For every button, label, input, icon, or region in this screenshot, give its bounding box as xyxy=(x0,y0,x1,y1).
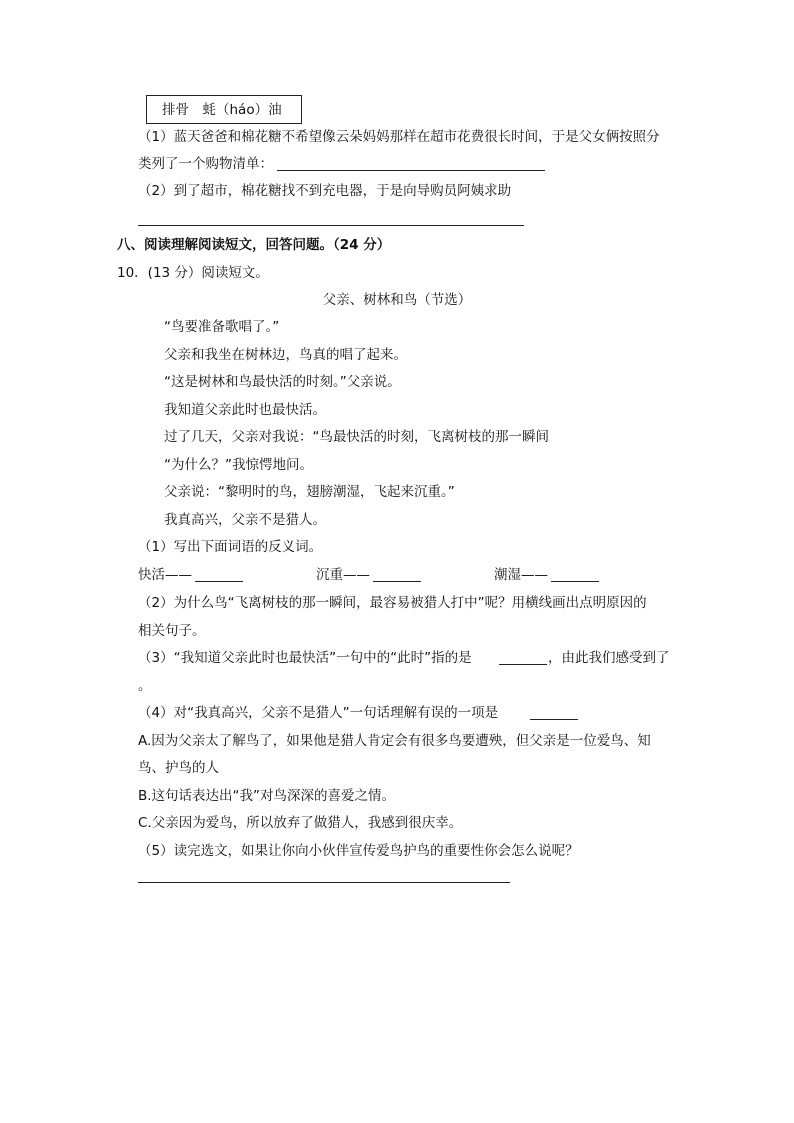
sub-question-3-line2: 。 xyxy=(138,678,152,694)
antonym-chaoshi: 潮湿—— xyxy=(494,567,548,583)
antonym-chenzhong: 沉重—— xyxy=(316,567,370,583)
sub-question-5: （5）读完选文，如果让你向小伙伴宣传爱鸟护鸟的重要性你会怎么说呢？ xyxy=(138,843,579,859)
q1-text-line2: 类列了一个购物清单： xyxy=(138,156,273,172)
antonym-answer-line[interactable] xyxy=(195,581,243,582)
q4-answer-line[interactable] xyxy=(530,719,578,720)
passage-line: 我知道父亲此时也最快活。 xyxy=(164,402,326,418)
q3-answer-line[interactable] xyxy=(499,664,547,665)
sub-question-2-line1: （2）为什么鸟“飞离树枝的那一瞬间，最容易被猎人打中”呢？用横线画出点明原因的 xyxy=(138,595,647,611)
q2-text: （2）到了超市，棉花糖找不到充电器，于是向导购员阿姨求助 xyxy=(138,183,512,199)
sub-question-4: （4）对“我真高兴，父亲不是猎人”一句话理解有误的一项是 xyxy=(138,705,499,721)
word-box-text: 排骨 蚝（háo）油 xyxy=(162,102,282,118)
antonym-answer-line[interactable] xyxy=(373,581,421,582)
option-a-line1: A.因为父亲太了解鸟了，如果他是猎人肯定会有很多鸟要遭殃，但父亲是一位爱鸟、知 xyxy=(138,733,651,749)
option-b: B.这句话表达出“我”对鸟深深的喜爱之情。 xyxy=(138,788,396,804)
passage-line: “为什么？”我惊愕地问。 xyxy=(164,457,313,473)
passage-line: “鸟要准备歌唱了。” xyxy=(164,319,280,335)
passage-line: “这是树林和鸟最快活的时刻。”父亲说。 xyxy=(164,374,401,390)
sub-question-3-part1: （3）“我知道父亲此时也最快活”一句中的“此时”指的是 xyxy=(138,650,472,666)
passage-line: 父亲说：“黎明时的鸟，翅膀潮湿，飞起来沉重。” xyxy=(164,484,455,500)
passage-line: 过了几天，父亲对我说：“鸟最快活的时刻，飞离树枝的那一瞬间 xyxy=(164,429,549,445)
passage-title: 父亲、树林和鸟（节选） xyxy=(322,292,472,308)
option-a-line2: 鸟、护鸟的人 xyxy=(138,760,219,776)
sub-question-2-line2: 相关句子。 xyxy=(138,623,206,639)
q1-text-line1: （1）蓝天爸爸和棉花糖不希望像云朵妈妈那样在超市花费很长时间，于是父女俩按照分 xyxy=(138,129,660,145)
q5-answer-line[interactable] xyxy=(138,882,510,883)
antonym-answer-line[interactable] xyxy=(551,581,599,582)
sub-question-1: （1）写出下面词语的反义词。 xyxy=(138,539,323,555)
antonym-kuaihuo: 快活—— xyxy=(138,567,192,583)
passage-line: 我真高兴，父亲不是猎人。 xyxy=(164,512,326,528)
q2-answer-line[interactable] xyxy=(138,225,524,226)
option-c: C.父亲因为爱鸟，所以放弃了做猎人，我感到很庆幸。 xyxy=(138,815,463,831)
word-box xyxy=(146,95,302,124)
q1-answer-line[interactable] xyxy=(277,170,545,171)
section-heading: 八、阅读理解阅读短文，回答问题。（24 分） xyxy=(117,237,391,253)
sub-question-3-part2: ，由此我们感受到了 xyxy=(548,650,670,666)
passage-line: 父亲和我坐在树林边，鸟真的唱了起来。 xyxy=(164,347,407,363)
question-10: 10．(13 分）阅读短文。 xyxy=(117,265,269,281)
